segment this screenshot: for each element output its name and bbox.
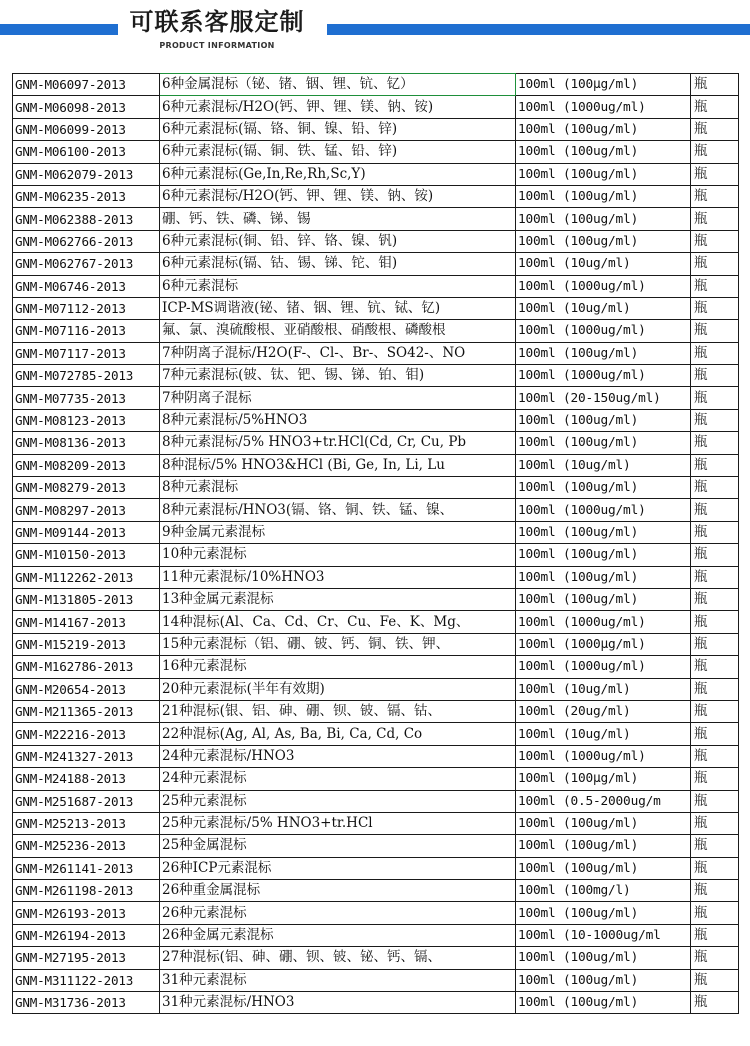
product-name-cell: 10种元素混标 <box>160 544 516 566</box>
unit-cell: 瓶 <box>691 275 739 297</box>
product-code-cell: GNM-M072785-2013 <box>13 365 160 387</box>
product-code-cell: GNM-M06099-2013 <box>13 118 160 140</box>
product-code-cell: GNM-M062767-2013 <box>13 253 160 275</box>
unit-cell: 瓶 <box>691 163 739 185</box>
product-code-cell: GNM-M06098-2013 <box>13 96 160 118</box>
product-code-cell: GNM-M06746-2013 <box>13 275 160 297</box>
unit-cell: 瓶 <box>691 857 739 879</box>
unit-cell: 瓶 <box>691 835 739 857</box>
table-row <box>13 454 739 476</box>
unit-cell: 瓶 <box>691 387 739 409</box>
table-row <box>13 902 739 924</box>
product-code-cell: GNM-M211365-2013 <box>13 700 160 722</box>
volume-cell: 100ml (1000ug/ml) <box>516 499 691 521</box>
product-name-cell: 13种金属元素混标 <box>160 588 516 610</box>
product-code-cell: GNM-M06097-2013 <box>13 74 160 96</box>
page-title: 可联系客服定制 <box>129 8 305 36</box>
product-name-cell: 24种元素混标 <box>160 768 516 790</box>
product-code-cell: GNM-M261198-2013 <box>13 880 160 902</box>
volume-cell: 100ml (20ug/ml) <box>516 700 691 722</box>
product-name-cell: 6种元素混标(镉、铬、铜、镍、铅、锌) <box>160 118 516 140</box>
table-row <box>13 611 739 633</box>
unit-cell: 瓶 <box>691 678 739 700</box>
unit-cell: 瓶 <box>691 141 739 163</box>
volume-cell: 100ml (100ug/ml) <box>516 835 691 857</box>
table-row <box>13 499 739 521</box>
volume-cell: 100ml (100μg/ml) <box>516 768 691 790</box>
product-name-cell: 7种元素混标(铍、钛、钯、锡、锑、铂、钼) <box>160 365 516 387</box>
product-code-cell: GNM-M14167-2013 <box>13 611 160 633</box>
table-row <box>13 790 739 812</box>
table-row <box>13 835 739 857</box>
product-code-cell: GNM-M08209-2013 <box>13 454 160 476</box>
volume-cell: 100ml (100ug/ml) <box>516 566 691 588</box>
product-name-cell: 26种ICP元素混标 <box>160 857 516 879</box>
product-name-cell: 27种混标(铝、砷、硼、钡、铍、铋、钙、镉、 <box>160 947 516 969</box>
page-subtitle: PRODUCT INFORMATION <box>159 41 275 50</box>
volume-cell: 100ml (100ug/ml) <box>516 521 691 543</box>
volume-cell: 100ml (100ug/ml) <box>516 544 691 566</box>
table-row <box>13 185 739 207</box>
product-code-cell: GNM-M25236-2013 <box>13 835 160 857</box>
product-code-cell: GNM-M07117-2013 <box>13 342 160 364</box>
volume-cell: 100ml (100μg/ml) <box>516 74 691 96</box>
volume-cell: 100ml (100ug/ml) <box>516 588 691 610</box>
volume-cell: 100ml (10ug/ml) <box>516 678 691 700</box>
unit-cell: 瓶 <box>691 812 739 834</box>
product-name-cell: 8种混标/5% HNO3&HCl (Bi, Ge, In, Li, Lu <box>160 454 516 476</box>
volume-cell: 100ml (100ug/ml) <box>516 141 691 163</box>
product-code-cell: GNM-M27195-2013 <box>13 947 160 969</box>
table-row <box>13 812 739 834</box>
product-code-cell: GNM-M131805-2013 <box>13 588 160 610</box>
unit-cell: 瓶 <box>691 969 739 991</box>
unit-cell: 瓶 <box>691 432 739 454</box>
table-row <box>13 566 739 588</box>
volume-cell: 100ml (20-150ug/ml) <box>516 387 691 409</box>
table-row <box>13 857 739 879</box>
unit-cell: 瓶 <box>691 365 739 387</box>
unit-cell: 瓶 <box>691 454 739 476</box>
table-row <box>13 678 739 700</box>
volume-cell: 100ml (100ug/ml) <box>516 947 691 969</box>
volume-cell: 100ml (100ug/ml) <box>516 409 691 431</box>
table-row <box>13 365 739 387</box>
volume-cell: 100ml (100ug/ml) <box>516 118 691 140</box>
table-row <box>13 74 739 96</box>
volume-cell: 100ml (100ug/ml) <box>516 992 691 1014</box>
unit-cell: 瓶 <box>691 320 739 342</box>
banner-bar-left <box>0 24 118 35</box>
table-row <box>13 745 739 767</box>
product-name-cell: 7种阴离子混标/H2O(F-、Cl-、Br-、SO42-、NO <box>160 342 516 364</box>
product-name-cell: 22种混标(Ag, Al, As, Ba, Bi, Ca, Cd, Co <box>160 723 516 745</box>
product-code-cell: GNM-M062388-2013 <box>13 208 160 230</box>
table-row <box>13 924 739 946</box>
product-name-cell: 16种元素混标 <box>160 656 516 678</box>
product-name-cell: 31种元素混标 <box>160 969 516 991</box>
product-code-cell: GNM-M22216-2013 <box>13 723 160 745</box>
product-code-cell: GNM-M07735-2013 <box>13 387 160 409</box>
table-row <box>13 477 739 499</box>
unit-cell: 瓶 <box>691 633 739 655</box>
product-code-cell: GNM-M09144-2013 <box>13 521 160 543</box>
product-name-cell: 6种元素混标/H2O(钙、钾、锂、镁、钠、铵) <box>160 185 516 207</box>
volume-cell: 100ml (100ug/ml) <box>516 342 691 364</box>
product-name-cell: 6种元素混标(镉、铜、铁、锰、铅、锌) <box>160 141 516 163</box>
unit-cell: 瓶 <box>691 566 739 588</box>
product-code-cell: GNM-M07112-2013 <box>13 297 160 319</box>
header-banner <box>0 0 750 72</box>
unit-cell: 瓶 <box>691 924 739 946</box>
product-code-cell: GNM-M25213-2013 <box>13 812 160 834</box>
table-row <box>13 208 739 230</box>
unit-cell: 瓶 <box>691 947 739 969</box>
volume-cell: 100ml (1000ug/ml) <box>516 96 691 118</box>
unit-cell: 瓶 <box>691 768 739 790</box>
unit-cell: 瓶 <box>691 902 739 924</box>
product-name-cell: ICP-MS调谐液(铋、锗、铟、锂、钪、铽、钇) <box>160 297 516 319</box>
volume-cell: 100ml (100ug/ml) <box>516 208 691 230</box>
product-name-cell: 氟、氯、溴硫酸根、亚硝酸根、硝酸根、磷酸根 <box>160 320 516 342</box>
product-name-cell: 6种元素混标/H2O(钙、钾、锂、镁、钠、铵) <box>160 96 516 118</box>
product-code-cell: GNM-M261141-2013 <box>13 857 160 879</box>
product-name-cell: 24种元素混标/HNO3 <box>160 745 516 767</box>
unit-cell: 瓶 <box>691 700 739 722</box>
product-name-cell: 26种元素混标 <box>160 902 516 924</box>
unit-cell: 瓶 <box>691 521 739 543</box>
table-row <box>13 521 739 543</box>
product-name-cell: 25种金属混标 <box>160 835 516 857</box>
product-name-cell: 9种金属元素混标 <box>160 521 516 543</box>
table-row <box>13 387 739 409</box>
table-row <box>13 969 739 991</box>
unit-cell: 瓶 <box>691 611 739 633</box>
product-table <box>12 73 739 1014</box>
table-row <box>13 947 739 969</box>
volume-cell: 100ml (1000ug/ml) <box>516 656 691 678</box>
product-code-cell: GNM-M162786-2013 <box>13 656 160 678</box>
volume-cell: 100ml (1000ug/ml) <box>516 611 691 633</box>
table-row <box>13 320 739 342</box>
table-row <box>13 723 739 745</box>
table-row <box>13 588 739 610</box>
unit-cell: 瓶 <box>691 499 739 521</box>
table-row <box>13 880 739 902</box>
table-row <box>13 544 739 566</box>
table-row <box>13 768 739 790</box>
table-row <box>13 633 739 655</box>
product-code-cell: GNM-M08297-2013 <box>13 499 160 521</box>
product-code-cell: GNM-M062766-2013 <box>13 230 160 252</box>
volume-cell: 100ml (100ug/ml) <box>516 857 691 879</box>
product-code-cell: GNM-M10150-2013 <box>13 544 160 566</box>
product-name-cell: 21种混标(银、铝、砷、硼、钡、铍、镉、钴、 <box>160 700 516 722</box>
volume-cell: 100ml (100ug/ml) <box>516 812 691 834</box>
table-row <box>13 230 739 252</box>
volume-cell: 100ml (10ug/ml) <box>516 253 691 275</box>
table-row <box>13 141 739 163</box>
product-code-cell: GNM-M06100-2013 <box>13 141 160 163</box>
unit-cell: 瓶 <box>691 656 739 678</box>
volume-cell: 100ml (100ug/ml) <box>516 230 691 252</box>
volume-cell: 100ml (100ug/ml) <box>516 185 691 207</box>
product-name-cell: 8种元素混标/HNO3(镉、铬、铜、铁、锰、镍、 <box>160 499 516 521</box>
volume-cell: 100ml (10ug/ml) <box>516 723 691 745</box>
table-row <box>13 992 739 1014</box>
volume-cell: 100ml (100ug/ml) <box>516 969 691 991</box>
volume-cell: 100ml (1000μg/ml) <box>516 633 691 655</box>
unit-cell: 瓶 <box>691 230 739 252</box>
product-name-cell: 6种元素混标(镉、钴、锡、锑、铊、钼) <box>160 253 516 275</box>
unit-cell: 瓶 <box>691 477 739 499</box>
product-code-cell: GNM-M20654-2013 <box>13 678 160 700</box>
product-name-cell: 6种元素混标 <box>160 275 516 297</box>
product-code-cell: GNM-M08123-2013 <box>13 409 160 431</box>
product-name-cell: 31种元素混标/HNO3 <box>160 992 516 1014</box>
unit-cell: 瓶 <box>691 880 739 902</box>
product-code-cell: GNM-M06235-2013 <box>13 185 160 207</box>
unit-cell: 瓶 <box>691 790 739 812</box>
unit-cell: 瓶 <box>691 342 739 364</box>
product-code-cell: GNM-M07116-2013 <box>13 320 160 342</box>
product-name-cell: 26种重金属混标 <box>160 880 516 902</box>
table-row <box>13 432 739 454</box>
volume-cell: 100ml (10ug/ml) <box>516 454 691 476</box>
table-row <box>13 409 739 431</box>
product-code-cell: GNM-M08136-2013 <box>13 432 160 454</box>
volume-cell: 100ml (1000ug/ml) <box>516 365 691 387</box>
product-name-cell: 20种元素混标(半年有效期) <box>160 678 516 700</box>
product-name-cell: 8种元素混标/5%HNO3 <box>160 409 516 431</box>
product-code-cell: GNM-M26193-2013 <box>13 902 160 924</box>
product-code-cell: GNM-M08279-2013 <box>13 477 160 499</box>
product-name-cell: 14种混标(Al、Ca、Cd、Cr、Cu、Fe、K、Mg、 <box>160 611 516 633</box>
unit-cell: 瓶 <box>691 185 739 207</box>
product-name-cell: 15种元素混标（铝、硼、铍、钙、铜、铁、钾、 <box>160 633 516 655</box>
unit-cell: 瓶 <box>691 588 739 610</box>
volume-cell: 100ml (100ug/ml) <box>516 163 691 185</box>
product-code-cell: GNM-M24188-2013 <box>13 768 160 790</box>
table-row <box>13 700 739 722</box>
unit-cell: 瓶 <box>691 253 739 275</box>
volume-cell: 100ml (100mg/l) <box>516 880 691 902</box>
product-name-cell: 6种元素混标(铜、铅、锌、铬、镍、钒) <box>160 230 516 252</box>
banner-bar-right <box>327 24 750 35</box>
product-name-cell: 25种元素混标/5% HNO3+tr.HCl <box>160 812 516 834</box>
unit-cell: 瓶 <box>691 96 739 118</box>
table-row <box>13 342 739 364</box>
product-name-cell: 6种金属混标（铋、锗、铟、锂、钪、钇） <box>160 74 516 96</box>
product-name-cell: 8种元素混标/5% HNO3+tr.HCl(Cd, Cr, Cu, Pb <box>160 432 516 454</box>
volume-cell: 100ml (10ug/ml) <box>516 297 691 319</box>
product-name-cell: 11种元素混标/10%HNO3 <box>160 566 516 588</box>
volume-cell: 100ml (0.5-2000ug/m <box>516 790 691 812</box>
product-name-cell: 25种元素混标 <box>160 790 516 812</box>
product-code-cell: GNM-M062079-2013 <box>13 163 160 185</box>
volume-cell: 100ml (100ug/ml) <box>516 477 691 499</box>
unit-cell: 瓶 <box>691 745 739 767</box>
table-row <box>13 96 739 118</box>
product-name-cell: 7种阴离子混标 <box>160 387 516 409</box>
unit-cell: 瓶 <box>691 74 739 96</box>
unit-cell: 瓶 <box>691 409 739 431</box>
product-code-cell: GNM-M112262-2013 <box>13 566 160 588</box>
product-name-cell: 8种元素混标 <box>160 477 516 499</box>
volume-cell: 100ml (1000ug/ml) <box>516 745 691 767</box>
product-name-cell: 硼、钙、铁、磷、锑、锡 <box>160 208 516 230</box>
product-code-cell: GNM-M251687-2013 <box>13 790 160 812</box>
product-code-cell: GNM-M31736-2013 <box>13 992 160 1014</box>
product-code-cell: GNM-M26194-2013 <box>13 924 160 946</box>
unit-cell: 瓶 <box>691 118 739 140</box>
table-row <box>13 656 739 678</box>
unit-cell: 瓶 <box>691 723 739 745</box>
product-name-cell: 26种金属元素混标 <box>160 924 516 946</box>
product-code-cell: GNM-M241327-2013 <box>13 745 160 767</box>
volume-cell: 100ml (1000ug/ml) <box>516 275 691 297</box>
table-row <box>13 275 739 297</box>
product-table-body <box>13 74 739 1014</box>
unit-cell: 瓶 <box>691 297 739 319</box>
table-row <box>13 297 739 319</box>
volume-cell: 100ml (100ug/ml) <box>516 432 691 454</box>
volume-cell: 100ml (1000ug/ml) <box>516 320 691 342</box>
unit-cell: 瓶 <box>691 208 739 230</box>
table-row <box>13 118 739 140</box>
product-code-cell: GNM-M15219-2013 <box>13 633 160 655</box>
volume-cell: 100ml (10-1000ug/ml <box>516 924 691 946</box>
unit-cell: 瓶 <box>691 544 739 566</box>
volume-cell: 100ml (100ug/ml) <box>516 902 691 924</box>
table-row <box>13 253 739 275</box>
table-row <box>13 163 739 185</box>
unit-cell: 瓶 <box>691 992 739 1014</box>
product-code-cell: GNM-M311122-2013 <box>13 969 160 991</box>
product-name-cell: 6种元素混标(Ge,In,Re,Rh,Sc,Y) <box>160 163 516 185</box>
